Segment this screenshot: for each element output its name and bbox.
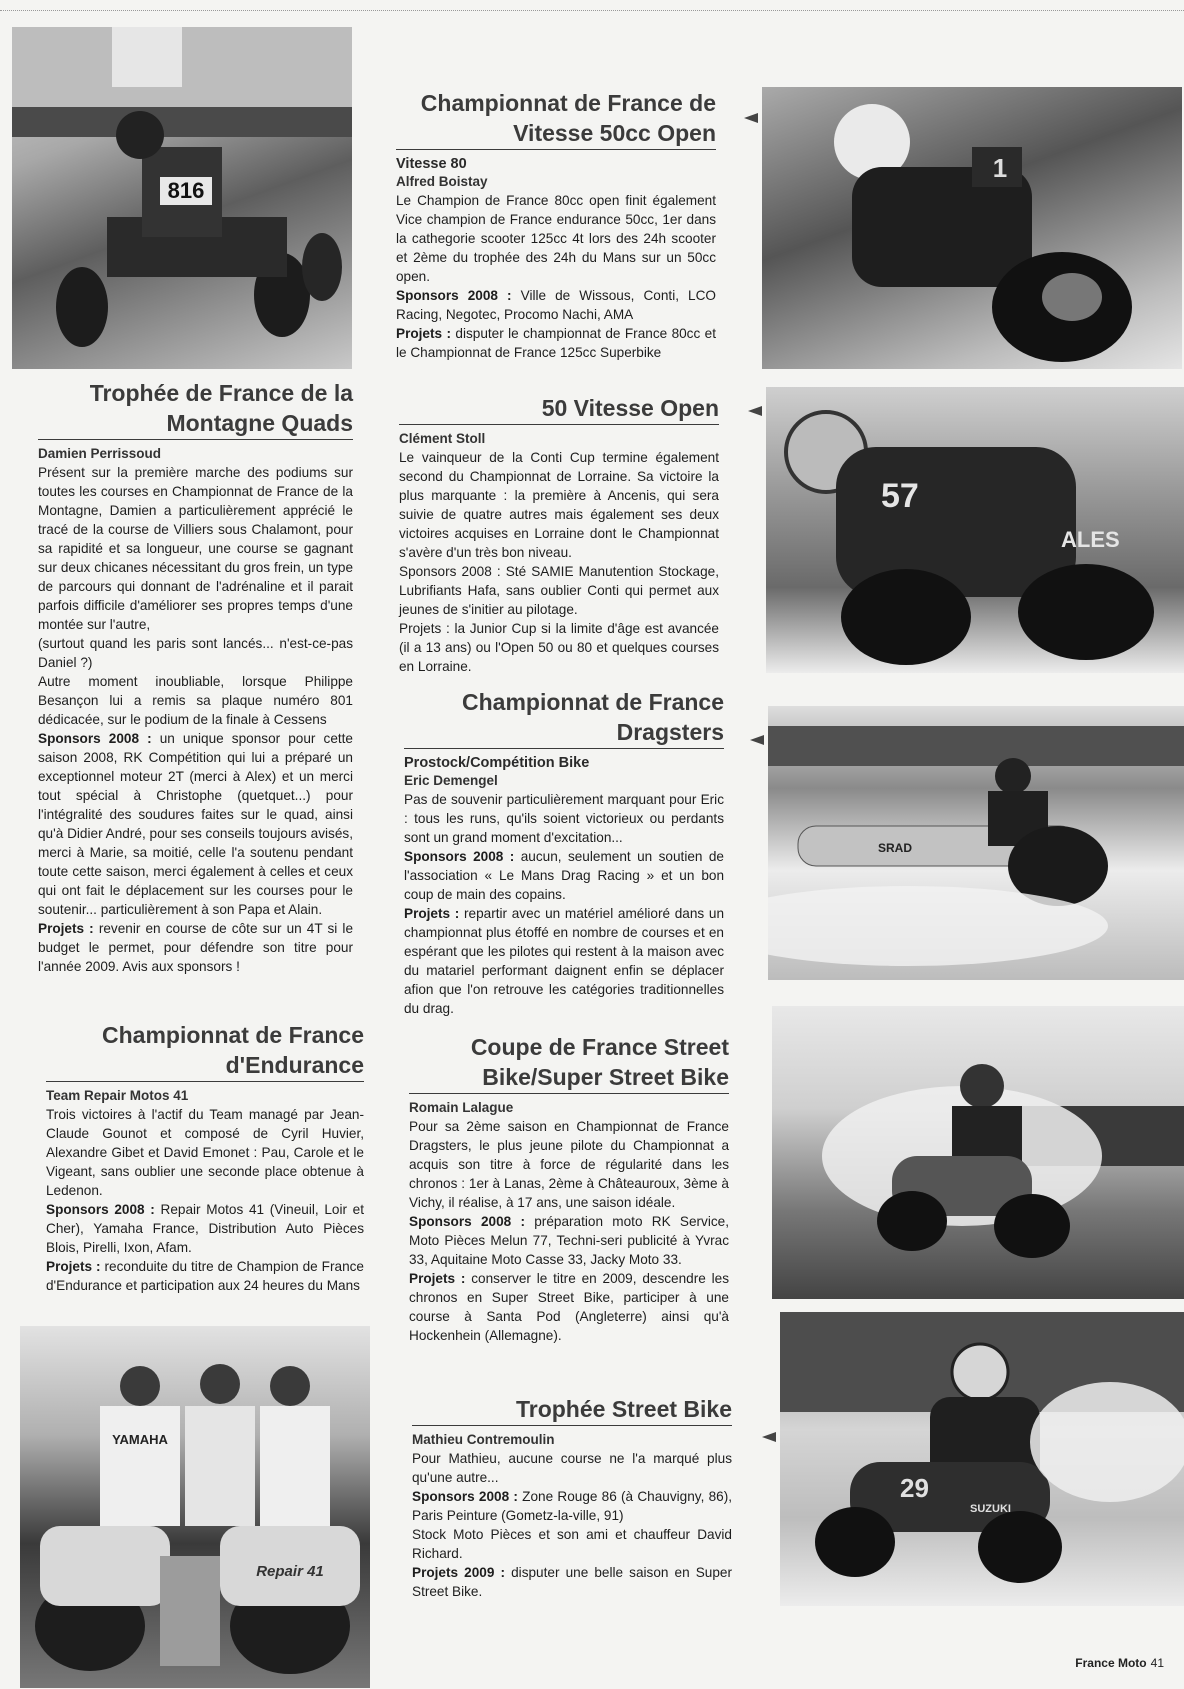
paragraph: Trois victoires à l'actif du Team managé par Jean-Claude Gounot et composé de Cyril Huvier, Alexandre Gibet et David Emonet : Pau, Carole et le Vigeant, sans oublier une seconde place obtenue à Ledenon. bbox=[46, 1107, 364, 1198]
projects-paragraph bbox=[46, 1257, 364, 1295]
title-line-2: Bike/Super Street Bike bbox=[482, 1064, 729, 1090]
projects-paragraph bbox=[412, 1563, 732, 1601]
title-rule bbox=[404, 748, 724, 749]
section-body bbox=[409, 1117, 729, 1345]
sponsors-text: Repair Motos 41 (Vineuil, Loir et Cher), Yamaha France, Distribution Auto Pièces Blois, Pirelli, Ixon, Afam. bbox=[46, 1202, 365, 1255]
projects-text: repartir avec un matériel amélioré dans un championnat plus étoffé en nombre de courses et en espérant que les pilotes qui restent à la maison avec du matariel performant daignent enfin se déplacer afion que l'on retrouve les catégories traditionnelles du drag. bbox=[404, 906, 725, 1016]
projects-label: Projets : bbox=[38, 921, 94, 936]
category-name: Prostock/Compétition Bike bbox=[404, 755, 590, 771]
page-number: 41 bbox=[1150, 1656, 1164, 1670]
projects-label: Projets : bbox=[409, 1271, 466, 1286]
sponsors-paragraph bbox=[412, 1487, 732, 1525]
projects-label: Projets : bbox=[396, 326, 452, 341]
paragraph: Pour Mathieu, aucune course ne l'a marqué plus qu'une autre... bbox=[412, 1451, 732, 1485]
srad-logo-text: SRAD bbox=[878, 841, 913, 855]
paragraph: Pour sa 2ème saison en Championnat de France Dragsters, le plus jeune pilote du Championnat a acquis son titre à force de régularité dans les chronos : 1er à Lanas, 2ème à Châteauroux, 3ème à Vichy, il réalise, à 17 ans, une saison idéale. bbox=[409, 1119, 729, 1210]
sponsors-label: Sponsors 2008 : bbox=[409, 1214, 525, 1229]
ales-logo-text: ALES bbox=[1061, 527, 1120, 552]
team-name: Team Repair Motos 41 bbox=[46, 1088, 189, 1103]
projects-text: reconduite du titre de Champion de France d'Endurance et participation aux 24 heures du Mans bbox=[46, 1259, 364, 1293]
section-body bbox=[46, 1105, 364, 1295]
sponsors-paragraph bbox=[38, 729, 353, 919]
bike-number: 1 bbox=[992, 153, 1008, 183]
projects-paragraph bbox=[396, 324, 716, 362]
sponsors-text: aucun, seulement un soutien de l'association « Le Mans Drag Racing » et un bon coup de main des copains. bbox=[404, 849, 724, 902]
title-rule bbox=[412, 1425, 732, 1426]
sponsors-label: Sponsors 2008 : bbox=[412, 1489, 518, 1504]
trophy-street-photo bbox=[780, 1312, 1184, 1606]
title-line-1: Championnat de France bbox=[102, 1022, 364, 1048]
vitesse50-photo bbox=[762, 87, 1182, 369]
suzuki-logo-text: SUZUKI bbox=[970, 1503, 1011, 1515]
rider-name: Romain Lalague bbox=[409, 1100, 514, 1115]
sponsors-label: Sponsors 2008 : bbox=[404, 849, 515, 864]
title-rule bbox=[38, 439, 353, 440]
section-street bbox=[409, 1032, 729, 1345]
open50-illustration bbox=[766, 387, 1184, 673]
title-line-1: Coupe de France Street bbox=[470, 1034, 729, 1060]
dragster-illustration bbox=[768, 706, 1184, 980]
paragraph: Stock Moto Pièces et son ami et chauffeur David Richard. bbox=[412, 1527, 732, 1561]
projects-label: Projets 2009 : bbox=[412, 1565, 506, 1580]
paragraph: Autre moment inoubliable, lorsque Philippe Besançon lui a remis sa plaque numéro 801 dédicacée, sur le podium de la finale à Cessens bbox=[38, 674, 353, 727]
section-title bbox=[46, 1020, 364, 1080]
section-body bbox=[396, 191, 716, 362]
paragraph: Le Champion de France 80cc open finit également Vice champion de France endurance 50cc, 1er dans la cathegorie scooter 125cc 4t lors des 24h scooter et 2ème du trophée des 24h du Mans sur un 50cc open. bbox=[396, 193, 716, 284]
bike-number: 29 bbox=[900, 1473, 929, 1503]
title-rule bbox=[409, 1093, 729, 1094]
sponsors-label: Sponsors 2008 : bbox=[38, 731, 152, 746]
section-body bbox=[412, 1449, 732, 1601]
rider-name: Clément Stoll bbox=[399, 431, 486, 446]
section-title bbox=[396, 88, 716, 148]
street-bike-illustration bbox=[772, 1006, 1184, 1299]
title-line-2: Vitesse 50cc Open bbox=[513, 120, 716, 146]
sponsors-text: préparation moto RK Service, Moto Pièces Melun 77, Techni-seri publicité à Yvrac 33, Aquitaine Moto Casse 33, Jacky Moto 33. bbox=[409, 1214, 730, 1267]
title-rule bbox=[399, 424, 719, 425]
paragraph: Sponsors 2008 : Sté SAMIE Manutention Stockage, Lubrifiants Hafa, sans oublier Conti qui permet aux jeunes de s'initier au pilotage. bbox=[399, 564, 719, 617]
section-trophy-street bbox=[412, 1394, 732, 1601]
title-line-2: d'Endurance bbox=[225, 1052, 364, 1078]
paragraph: Présent sur la première marche des podiums sur toutes les courses en Championnat de France de la Montagne, Damien a particulièrement apprécié le tracé de la course de Villiers sous Chalamont, pour sa rapidité et sa longueur, une course se gagnant sur deux chicanes nécessitant du gros frein, un type de parcours qui donnant de l'adrénaline et il parait parfois difficile d'améliorer ses propres temps d'une montée sur l'autre, bbox=[38, 465, 353, 632]
quad-illustration bbox=[12, 27, 352, 369]
sponsors-paragraph bbox=[396, 286, 716, 324]
section-title bbox=[409, 1032, 729, 1092]
sponsors-label: Sponsors 2008 : bbox=[46, 1202, 155, 1217]
magazine-brand: France Moto bbox=[1075, 1656, 1147, 1670]
paragraph: (surtout quand les paris sont lancés... n'est-ce-pas Daniel ?) bbox=[38, 636, 353, 670]
caption-pointer-arrow bbox=[748, 406, 762, 416]
section-body bbox=[399, 448, 719, 676]
paragraph: Projets : la Junior Cup si la limite d'âge est avancée (il a 13 ans) ou l'Open 50 ou 80 et quelques courses en Lorraine. bbox=[399, 621, 719, 674]
caption-pointer-arrow bbox=[744, 113, 758, 123]
projects-label: Projets : bbox=[404, 906, 460, 921]
endurance-team-photo bbox=[20, 1326, 370, 1688]
rider-name: Alfred Boistay bbox=[396, 174, 488, 189]
projects-paragraph bbox=[38, 919, 353, 976]
sponsors-text: un unique sponsor pour cette saison 2008, RK Compétition qui lui a préparé un exceptionnel moteur 2T (merci à Alex) et un merci tout spécial à Christophe (quetquet...) pour l'intégralité des soudures faites sur le quad, ainsi qu'à Didier André, pour ses conseils toujours avisés, merci à Marie, sa moitié, celle l'a soutenu pendant toute cette saison, merci également à celles et ceux qui ont fait le déplacement sur les courses pour le soutenir... particulièrement à son Papa et Alain. bbox=[38, 731, 353, 917]
trophy-street-illustration bbox=[780, 1312, 1184, 1606]
sponsors-paragraph bbox=[404, 847, 724, 904]
street-bike-photo bbox=[772, 1006, 1184, 1299]
section-endurance bbox=[46, 1020, 364, 1295]
page-footer bbox=[1075, 1656, 1164, 1670]
sponsors-paragraph bbox=[46, 1200, 364, 1257]
projects-paragraph bbox=[404, 904, 724, 1018]
section-title: 50 Vitesse Open bbox=[541, 395, 719, 421]
quad-photo bbox=[12, 27, 352, 369]
section-title bbox=[38, 378, 353, 438]
section-dragsters bbox=[404, 687, 724, 1018]
open50-photo bbox=[766, 387, 1184, 673]
section-quads bbox=[38, 378, 353, 976]
endurance-illustration bbox=[20, 1326, 370, 1688]
category-name: Vitesse 80 bbox=[396, 156, 467, 172]
projects-text: conserver le titre en 2009, descendre les chronos en Super Street Bike, participer à une course à Santa Pod (Angleterre) ainsi qu'à Hockenhein (Allemagne). bbox=[409, 1271, 729, 1343]
sponsors-text: Ville de Wissous, Conti, LCO Racing, Negotec, Procomo Nachi, AMA bbox=[396, 288, 716, 322]
paragraph: Le vainqueur de la Conti Cup termine également second du Championnat de Lorraine. Sa victoire la plus marquante : la première à Ancenis, qui sera suivie de quatre autres mais également ses deux victoires acquises en Lorraine dont le Championnat s'avère d'un très bon niveau. bbox=[399, 450, 719, 560]
title-line-1: Trophée de France de la bbox=[89, 380, 353, 406]
section-body bbox=[404, 790, 724, 1018]
quad-number: 816 bbox=[167, 178, 205, 203]
projects-text: revenir en course de côte sur un 4T si le budget le permet, pour défendre son titre pour l'année 2009. Avis aux sponsors ! bbox=[38, 921, 354, 974]
top-dotted-border bbox=[0, 10, 1184, 11]
section-open50 bbox=[399, 393, 719, 676]
title-line-1: Championnat de France de bbox=[420, 90, 716, 116]
projects-paragraph bbox=[409, 1269, 729, 1345]
sponsors-text: Zone Rouge 86 (à Chauvigny, 86), Paris Peinture (Gometz-la-ville, 91) bbox=[412, 1489, 733, 1523]
section-title bbox=[404, 687, 724, 747]
title-line-1: Championnat de France bbox=[462, 689, 724, 715]
section-vitesse50 bbox=[396, 88, 716, 362]
title-line-2: Dragsters bbox=[616, 719, 724, 745]
yamaha-logo-text: YAMAHA bbox=[112, 1432, 168, 1447]
projects-text: disputer le championnat de France 80cc et le Championnat de France 125cc Superbike bbox=[396, 326, 717, 360]
caption-pointer-arrow bbox=[762, 1432, 776, 1442]
sponsors-label: Sponsors 2008 : bbox=[396, 288, 512, 303]
paragraph: Pas de souvenir particulièrement marquant pour Eric : tous les runs, qu'ils soient victorieux ou perdants sont un grand moment d'excitation... bbox=[404, 792, 724, 845]
sponsors-paragraph bbox=[409, 1212, 729, 1269]
vitesse50-illustration bbox=[762, 87, 1182, 369]
caption-pointer-arrow bbox=[750, 735, 764, 745]
title-rule bbox=[396, 149, 716, 150]
section-title: Trophée Street Bike bbox=[515, 1396, 732, 1422]
rider-name: Mathieu Contremoulin bbox=[412, 1432, 555, 1447]
projects-text: disputer une belle saison en Super Street Bike. bbox=[412, 1565, 733, 1599]
repair-sponsor-text: Repair 41 bbox=[256, 1563, 324, 1580]
section-body bbox=[38, 463, 353, 976]
title-line-2: Montagne Quads bbox=[166, 410, 353, 436]
bike-number: 57 bbox=[881, 477, 919, 515]
dragster-photo bbox=[768, 706, 1184, 980]
rider-name: Eric Demengel bbox=[404, 773, 498, 788]
projects-label: Projets : bbox=[46, 1259, 101, 1274]
title-rule bbox=[46, 1081, 364, 1082]
rider-name: Damien Perrissoud bbox=[38, 446, 162, 461]
